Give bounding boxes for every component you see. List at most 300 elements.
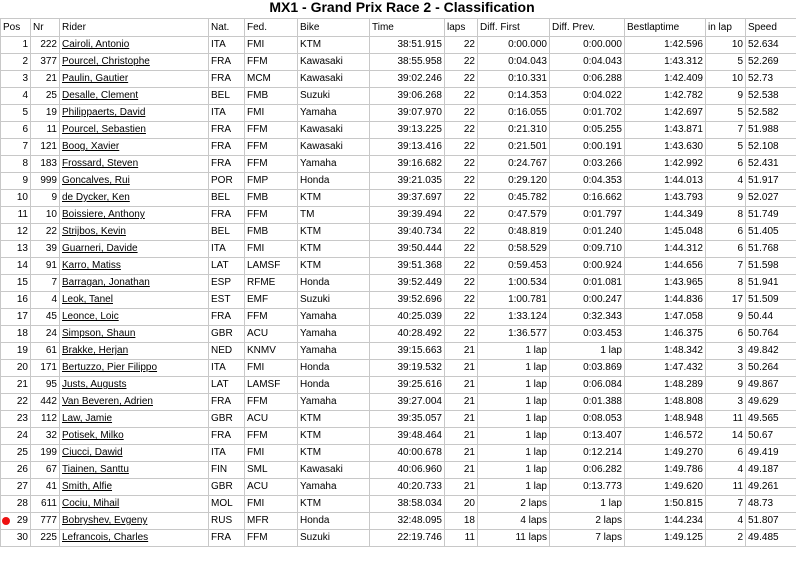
diff-first-cell: 1 lap — [478, 377, 550, 394]
fed-cell: FFM — [245, 156, 298, 173]
nr-cell: 9 — [31, 190, 60, 207]
rider-link[interactable]: Pourcel, Christophe — [62, 56, 150, 67]
pos-cell — [1, 292, 31, 309]
nr-cell: 19 — [31, 105, 60, 122]
page-title: MX1 - Grand Prix Race 2 - Classification — [269, 0, 535, 15]
in-lap-cell: 14 — [706, 428, 746, 445]
rider-link[interactable]: Law, Jamie — [62, 413, 113, 424]
laps-cell: 22 — [445, 207, 478, 224]
bike-cell: Kawasaki — [298, 71, 370, 88]
nr-cell: 91 — [31, 258, 60, 275]
diff-prev-cell: 0:00.000 — [550, 37, 625, 54]
rider-link[interactable]: Leonce, Loic — [62, 311, 119, 322]
fed-cell: FMI — [245, 105, 298, 122]
bike-cell: TM — [298, 207, 370, 224]
diff-prev-cell: 0:13.773 — [550, 479, 625, 496]
speed-cell: 49.187 — [746, 462, 796, 479]
rider-cell — [60, 37, 209, 54]
fed-cell: FFM — [245, 207, 298, 224]
in-lap-cell: 4 — [706, 513, 746, 530]
rider-link[interactable]: de Dycker, Ken — [62, 192, 130, 203]
rider-cell — [60, 122, 209, 139]
nat-cell: FRA — [209, 394, 245, 411]
diff-first-cell: 1:00.534 — [478, 275, 550, 292]
bike-cell: KTM — [298, 445, 370, 462]
speed-cell: 51.509 — [746, 292, 796, 309]
fed-cell: ACU — [245, 326, 298, 343]
time-cell: 40:25.039 — [370, 309, 445, 326]
diff-prev-cell: 0:04.353 — [550, 173, 625, 190]
bestlaptime-cell: 1:46.375 — [625, 326, 706, 343]
bestlaptime-cell: 1:47.058 — [625, 309, 706, 326]
pos-cell — [1, 37, 31, 54]
nr-cell: 183 — [31, 156, 60, 173]
laps-cell: 22 — [445, 173, 478, 190]
pos-value: 18 — [16, 328, 28, 339]
in-lap-cell: 6 — [706, 224, 746, 241]
nat-cell: ITA — [209, 105, 245, 122]
nat-cell: BEL — [209, 224, 245, 241]
pos-value: 12 — [16, 226, 28, 237]
table-row — [1, 462, 796, 479]
rider-link[interactable]: Paulin, Gautier — [62, 73, 129, 84]
bestlaptime-cell: 1:46.572 — [625, 428, 706, 445]
diff-prev-cell: 0:03.869 — [550, 360, 625, 377]
rider-cell — [60, 190, 209, 207]
pos-value: 19 — [16, 345, 28, 356]
nat-cell: FRA — [209, 156, 245, 173]
pos-cell — [1, 173, 31, 190]
fed-cell: FMI — [245, 241, 298, 258]
time-cell: 39:13.416 — [370, 139, 445, 156]
time-cell: 39:27.004 — [370, 394, 445, 411]
laps-cell: 22 — [445, 54, 478, 71]
diff-prev-cell: 0:00.247 — [550, 292, 625, 309]
nr-cell: 7 — [31, 275, 60, 292]
pos-value: 10 — [16, 192, 28, 203]
diff-first-cell: 1 lap — [478, 479, 550, 496]
time-cell: 39:52.449 — [370, 275, 445, 292]
pos-cell — [1, 275, 31, 292]
rider-link[interactable]: Desalle, Clement — [62, 90, 139, 101]
rider-link[interactable]: Bertuzzo, Pier Filippo — [62, 362, 158, 373]
laps-cell: 22 — [445, 258, 478, 275]
nr-cell: 999 — [31, 173, 60, 190]
rider-cell — [60, 292, 209, 309]
header-bike: Bike — [298, 19, 370, 37]
nr-cell: 39 — [31, 241, 60, 258]
time-cell: 38:58.034 — [370, 496, 445, 513]
laps-cell: 21 — [445, 479, 478, 496]
rider-cell — [60, 428, 209, 445]
nr-cell: 95 — [31, 377, 60, 394]
in-lap-cell: 11 — [706, 411, 746, 428]
time-cell: 39:40.734 — [370, 224, 445, 241]
diff-first-cell: 11 laps — [478, 530, 550, 547]
pos-value: 26 — [16, 464, 28, 475]
rider-link[interactable]: Leok, Tanel — [62, 294, 113, 305]
fed-cell: ACU — [245, 479, 298, 496]
rider-cell — [60, 513, 209, 530]
diff-prev-cell: 0:04.043 — [550, 54, 625, 71]
rider-link[interactable]: Barragan, Jonathan — [62, 277, 150, 288]
rider-link[interactable]: Van Beveren, Adrien — [62, 396, 153, 407]
bestlaptime-cell: 1:42.782 — [625, 88, 706, 105]
diff-prev-cell: 7 laps — [550, 530, 625, 547]
bike-cell: Honda — [298, 275, 370, 292]
nat-cell: GBR — [209, 411, 245, 428]
fed-cell: FMB — [245, 88, 298, 105]
rider-cell — [60, 71, 209, 88]
speed-cell: 51.749 — [746, 207, 796, 224]
rider-link[interactable]: Pourcel, Sebastien — [62, 124, 146, 135]
laps-cell: 21 — [445, 377, 478, 394]
bike-cell: KTM — [298, 496, 370, 513]
fed-cell: EMF — [245, 292, 298, 309]
rider-cell — [60, 139, 209, 156]
in-lap-cell: 9 — [706, 309, 746, 326]
fed-cell: FMB — [245, 224, 298, 241]
diff-first-cell: 1 lap — [478, 462, 550, 479]
bestlaptime-cell: 1:44.349 — [625, 207, 706, 224]
bike-cell: Yamaha — [298, 156, 370, 173]
laps-cell: 22 — [445, 292, 478, 309]
fed-cell: FFM — [245, 139, 298, 156]
rider-link[interactable]: Tiainen, Santtu — [62, 464, 129, 475]
nr-cell: 24 — [31, 326, 60, 343]
in-lap-cell: 5 — [706, 54, 746, 71]
diff-prev-cell: 0:06.288 — [550, 71, 625, 88]
speed-cell: 51.807 — [746, 513, 796, 530]
fed-cell: FFM — [245, 394, 298, 411]
nat-cell: MOL — [209, 496, 245, 513]
bike-cell: Yamaha — [298, 309, 370, 326]
table-row — [1, 292, 796, 309]
bike-cell: Yamaha — [298, 326, 370, 343]
speed-cell: 51.988 — [746, 122, 796, 139]
nat-cell: ITA — [209, 445, 245, 462]
pos-value: 3 — [22, 73, 28, 84]
bestlaptime-cell: 1:48.342 — [625, 343, 706, 360]
rider-cell — [60, 343, 209, 360]
in-lap-cell: 9 — [706, 377, 746, 394]
bike-cell: KTM — [298, 37, 370, 54]
diff-prev-cell: 0:01.388 — [550, 394, 625, 411]
nr-cell: 41 — [31, 479, 60, 496]
fed-cell: FMI — [245, 37, 298, 54]
pos-value: 2 — [22, 56, 28, 67]
laps-cell: 21 — [445, 343, 478, 360]
rider-link[interactable]: Frossard, Steven — [62, 158, 139, 169]
rider-cell — [60, 156, 209, 173]
pos-cell — [1, 360, 31, 377]
nat-cell: LAT — [209, 258, 245, 275]
nr-cell: 32 — [31, 428, 60, 445]
rider-cell — [60, 207, 209, 224]
in-lap-cell: 5 — [706, 105, 746, 122]
diff-first-cell: 1:33.124 — [478, 309, 550, 326]
rider-link[interactable]: Cociu, Mihail — [62, 498, 120, 509]
bike-cell: KTM — [298, 190, 370, 207]
speed-cell: 52.538 — [746, 88, 796, 105]
nr-cell: 611 — [31, 496, 60, 513]
in-lap-cell: 17 — [706, 292, 746, 309]
rider-link[interactable]: Goncalves, Rui — [62, 175, 130, 186]
speed-cell: 49.842 — [746, 343, 796, 360]
rider-link[interactable]: Cairoli, Antonio — [62, 39, 130, 50]
time-cell: 39:52.696 — [370, 292, 445, 309]
nr-cell: 45 — [31, 309, 60, 326]
rider-link[interactable]: Smith, Alfie — [62, 481, 113, 492]
nr-cell: 61 — [31, 343, 60, 360]
rider-cell — [60, 105, 209, 122]
table-row — [1, 479, 796, 496]
diff-first-cell: 4 laps — [478, 513, 550, 530]
header-fed: Fed. — [245, 19, 298, 37]
nat-cell: ESP — [209, 275, 245, 292]
diff-prev-cell: 0:06.084 — [550, 377, 625, 394]
time-cell: 39:02.246 — [370, 71, 445, 88]
pos-cell — [1, 54, 31, 71]
nat-cell: FRA — [209, 207, 245, 224]
pos-cell — [1, 105, 31, 122]
nat-cell: BEL — [209, 190, 245, 207]
bike-cell: KTM — [298, 258, 370, 275]
table-row — [1, 156, 796, 173]
nat-cell: NED — [209, 343, 245, 360]
nat-cell: FRA — [209, 71, 245, 88]
nr-cell: 222 — [31, 37, 60, 54]
speed-cell: 52.73 — [746, 71, 796, 88]
rider-cell — [60, 377, 209, 394]
rider-link[interactable]: Simpson, Shaun — [62, 328, 136, 339]
laps-cell: 22 — [445, 105, 478, 122]
bestlaptime-cell: 1:44.013 — [625, 173, 706, 190]
diff-first-cell: 0:14.353 — [478, 88, 550, 105]
bestlaptime-cell: 1:43.965 — [625, 275, 706, 292]
pos-value: 25 — [16, 447, 28, 458]
pos-value: 30 — [16, 532, 28, 543]
speed-cell: 52.431 — [746, 156, 796, 173]
in-lap-cell: 10 — [706, 71, 746, 88]
speed-cell: 51.768 — [746, 241, 796, 258]
speed-cell: 49.419 — [746, 445, 796, 462]
bike-cell: Suzuki — [298, 530, 370, 547]
in-lap-cell: 6 — [706, 241, 746, 258]
speed-cell: 51.917 — [746, 173, 796, 190]
nr-cell: 22 — [31, 224, 60, 241]
fed-cell: FMI — [245, 360, 298, 377]
rider-link[interactable]: Bobryshev, Evgeny — [62, 515, 148, 526]
nat-cell: GBR — [209, 479, 245, 496]
bestlaptime-cell: 1:44.312 — [625, 241, 706, 258]
status-dot-icon — [2, 517, 10, 525]
time-cell: 39:06.268 — [370, 88, 445, 105]
fed-cell: FFM — [245, 309, 298, 326]
bike-cell: KTM — [298, 224, 370, 241]
nat-cell: RUS — [209, 513, 245, 530]
nat-cell: FRA — [209, 54, 245, 71]
rider-cell — [60, 411, 209, 428]
laps-cell: 22 — [445, 241, 478, 258]
rider-cell — [60, 241, 209, 258]
speed-cell: 51.941 — [746, 275, 796, 292]
diff-first-cell: 0:29.120 — [478, 173, 550, 190]
in-lap-cell: 6 — [706, 445, 746, 462]
in-lap-cell: 3 — [706, 343, 746, 360]
laps-cell: 21 — [445, 462, 478, 479]
table-row — [1, 309, 796, 326]
time-cell: 39:07.970 — [370, 105, 445, 122]
rider-cell — [60, 360, 209, 377]
in-lap-cell: 5 — [706, 139, 746, 156]
laps-cell: 20 — [445, 496, 478, 513]
nat-cell: FRA — [209, 122, 245, 139]
diff-first-cell: 1 lap — [478, 360, 550, 377]
rider-link[interactable]: Karro, Matiss — [62, 260, 121, 271]
pos-value: 6 — [22, 124, 28, 135]
pos-value: 24 — [16, 430, 28, 441]
pos-value: 5 — [22, 107, 28, 118]
time-cell: 39:21.035 — [370, 173, 445, 190]
pos-cell — [1, 445, 31, 462]
speed-cell: 50.764 — [746, 326, 796, 343]
header-time: Time — [370, 19, 445, 37]
rider-cell — [60, 54, 209, 71]
pos-value: 9 — [22, 175, 28, 186]
bike-cell: KTM — [298, 428, 370, 445]
laps-cell: 22 — [445, 156, 478, 173]
table-row — [1, 241, 796, 258]
bestlaptime-cell: 1:43.630 — [625, 139, 706, 156]
bestlaptime-cell: 1:43.793 — [625, 190, 706, 207]
bike-cell: Honda — [298, 173, 370, 190]
laps-cell: 22 — [445, 88, 478, 105]
bestlaptime-cell: 1:43.871 — [625, 122, 706, 139]
time-cell: 22:19.746 — [370, 530, 445, 547]
table-row — [1, 343, 796, 360]
rider-link[interactable]: Ciucci, Dawid — [62, 447, 123, 458]
pos-value: 28 — [16, 498, 28, 509]
pos-value: 23 — [16, 413, 28, 424]
nr-cell: 25 — [31, 88, 60, 105]
pos-cell — [1, 156, 31, 173]
bike-cell: Yamaha — [298, 343, 370, 360]
rider-link[interactable]: Strijbos, Kevin — [62, 226, 126, 237]
pos-value: 11 — [17, 209, 28, 220]
pos-value: 8 — [22, 158, 28, 169]
speed-cell: 50.44 — [746, 309, 796, 326]
nat-cell: LAT — [209, 377, 245, 394]
speed-cell: 51.405 — [746, 224, 796, 241]
nat-cell: ITA — [209, 360, 245, 377]
time-cell: 39:15.663 — [370, 343, 445, 360]
in-lap-cell: 2 — [706, 530, 746, 547]
laps-cell: 22 — [445, 190, 478, 207]
time-cell: 39:19.532 — [370, 360, 445, 377]
table-row — [1, 445, 796, 462]
time-cell: 39:50.444 — [370, 241, 445, 258]
diff-prev-cell: 0:04.022 — [550, 88, 625, 105]
header-speed: Speed — [746, 19, 796, 37]
fed-cell: FFM — [245, 530, 298, 547]
speed-cell: 49.261 — [746, 479, 796, 496]
nr-cell: 4 — [31, 292, 60, 309]
nat-cell: ITA — [209, 37, 245, 54]
rider-cell — [60, 224, 209, 241]
bestlaptime-cell: 1:42.697 — [625, 105, 706, 122]
fed-cell: FMI — [245, 496, 298, 513]
rider-link[interactable]: Boissiere, Anthony — [62, 209, 145, 220]
fed-cell: FMB — [245, 190, 298, 207]
laps-cell: 22 — [445, 309, 478, 326]
diff-first-cell: 0:58.529 — [478, 241, 550, 258]
fed-cell: ACU — [245, 411, 298, 428]
table-row — [1, 190, 796, 207]
bestlaptime-cell: 1:50.815 — [625, 496, 706, 513]
pos-cell — [1, 207, 31, 224]
diff-prev-cell: 0:05.255 — [550, 122, 625, 139]
bike-cell: Kawasaki — [298, 54, 370, 71]
diff-first-cell: 0:21.501 — [478, 139, 550, 156]
table-row — [1, 139, 796, 156]
diff-prev-cell: 0:03.453 — [550, 326, 625, 343]
fed-cell: FMP — [245, 173, 298, 190]
time-cell: 38:55.958 — [370, 54, 445, 71]
rider-link[interactable]: Justs, Augusts — [62, 379, 127, 390]
diff-first-cell: 1 lap — [478, 394, 550, 411]
laps-cell: 22 — [445, 224, 478, 241]
diff-prev-cell: 0:06.282 — [550, 462, 625, 479]
diff-first-cell: 1 lap — [478, 411, 550, 428]
speed-cell: 49.629 — [746, 394, 796, 411]
diff-prev-cell: 0:01.240 — [550, 224, 625, 241]
rider-link[interactable]: Brakke, Herjan — [62, 345, 129, 356]
fed-cell: KNMV — [245, 343, 298, 360]
time-cell: 39:39.494 — [370, 207, 445, 224]
rider-link[interactable]: Lefrancois, Charles — [62, 532, 149, 543]
header-laps: laps — [445, 19, 478, 37]
diff-first-cell: 0:47.579 — [478, 207, 550, 224]
rider-cell — [60, 275, 209, 292]
bike-cell: KTM — [298, 411, 370, 428]
time-cell: 38:51.915 — [370, 37, 445, 54]
pos-cell — [1, 462, 31, 479]
bike-cell: Suzuki — [298, 88, 370, 105]
bestlaptime-cell: 1:44.836 — [625, 292, 706, 309]
in-lap-cell: 7 — [706, 258, 746, 275]
time-cell: 40:06.960 — [370, 462, 445, 479]
rider-cell — [60, 326, 209, 343]
table-row — [1, 37, 796, 54]
time-cell: 40:00.678 — [370, 445, 445, 462]
rider-link[interactable]: Potisek, Milko — [62, 430, 124, 441]
speed-cell: 49.867 — [746, 377, 796, 394]
classification-table — [0, 18, 796, 547]
time-cell: 39:16.682 — [370, 156, 445, 173]
bike-cell: Kawasaki — [298, 139, 370, 156]
bike-cell: Kawasaki — [298, 462, 370, 479]
rider-link[interactable]: Guarneri, Davide — [62, 243, 138, 254]
nr-cell: 67 — [31, 462, 60, 479]
rider-link[interactable]: Boog, Xavier — [62, 141, 120, 152]
pos-cell — [1, 326, 31, 343]
pos-value: 15 — [16, 277, 28, 288]
in-lap-cell: 9 — [706, 88, 746, 105]
table-row — [1, 394, 796, 411]
rider-link[interactable]: Philippaerts, David — [62, 107, 146, 118]
header-bestlaptime: Bestlaptime — [625, 19, 706, 37]
